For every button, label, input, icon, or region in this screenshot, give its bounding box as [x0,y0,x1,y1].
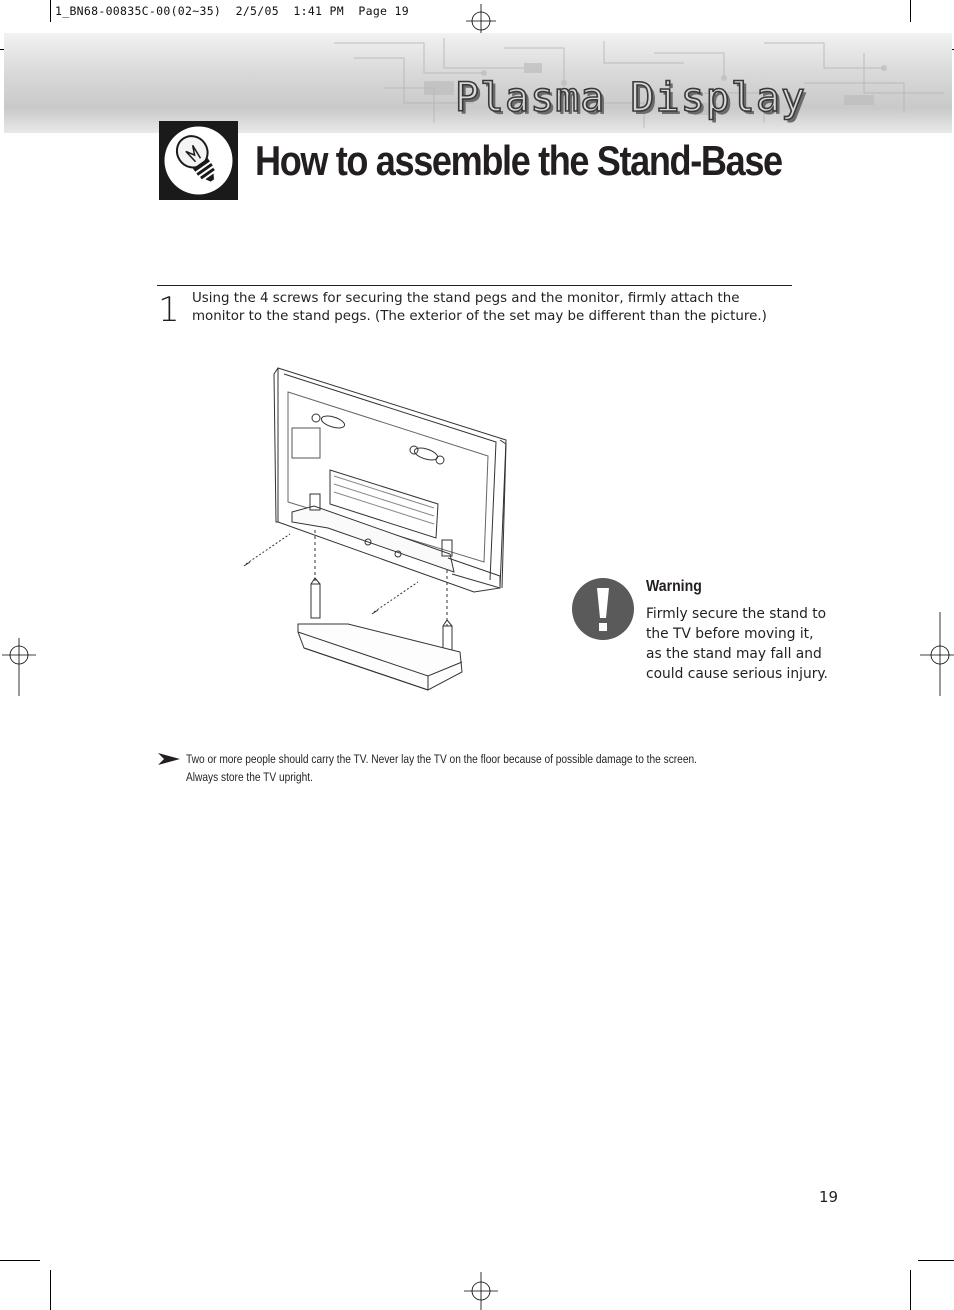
note-text [186,750,760,786]
print-slug: 1_BN68-00835C-00(02~35) 2/5/05 1:41 PM Page 19 [55,4,409,18]
banner-title: Plasma Display [454,75,806,121]
warning-line: Firmly secure the stand to [646,606,827,622]
warning-line: the TV before moving it, [646,626,814,642]
lightbulb-icon [159,121,238,200]
step-number: 1 [158,290,180,330]
exclamation-icon [572,578,634,640]
registration-mark-bottom [464,1262,498,1310]
warning-line: could cause serious injury. [646,666,828,682]
registration-mark-left [2,638,36,696]
header-banner [4,33,952,133]
warning-text [646,604,836,684]
note-line: Two or more people should carry the TV. Never lay the TV on the floor because of possible damage to the screen. [186,752,697,766]
step-instruction: Using the 4 screws for securing the stand pegs and the monitor, firmly attach the monitor to the stand pegs. (The exterior of the set may be different than the picture.) [192,291,767,324]
warning-line: as the stand may fall and [646,646,822,662]
stand-assembly-illustration [238,362,518,694]
page-title: How to assemble the Stand-Base [255,137,782,184]
note-line: Always store the TV upright. [186,770,313,784]
arrow-right-icon [158,752,180,766]
section-rule [157,285,792,286]
registration-mark-right [920,612,954,696]
warning-title: Warning [646,578,702,595]
page-number: 19 [819,1188,839,1206]
